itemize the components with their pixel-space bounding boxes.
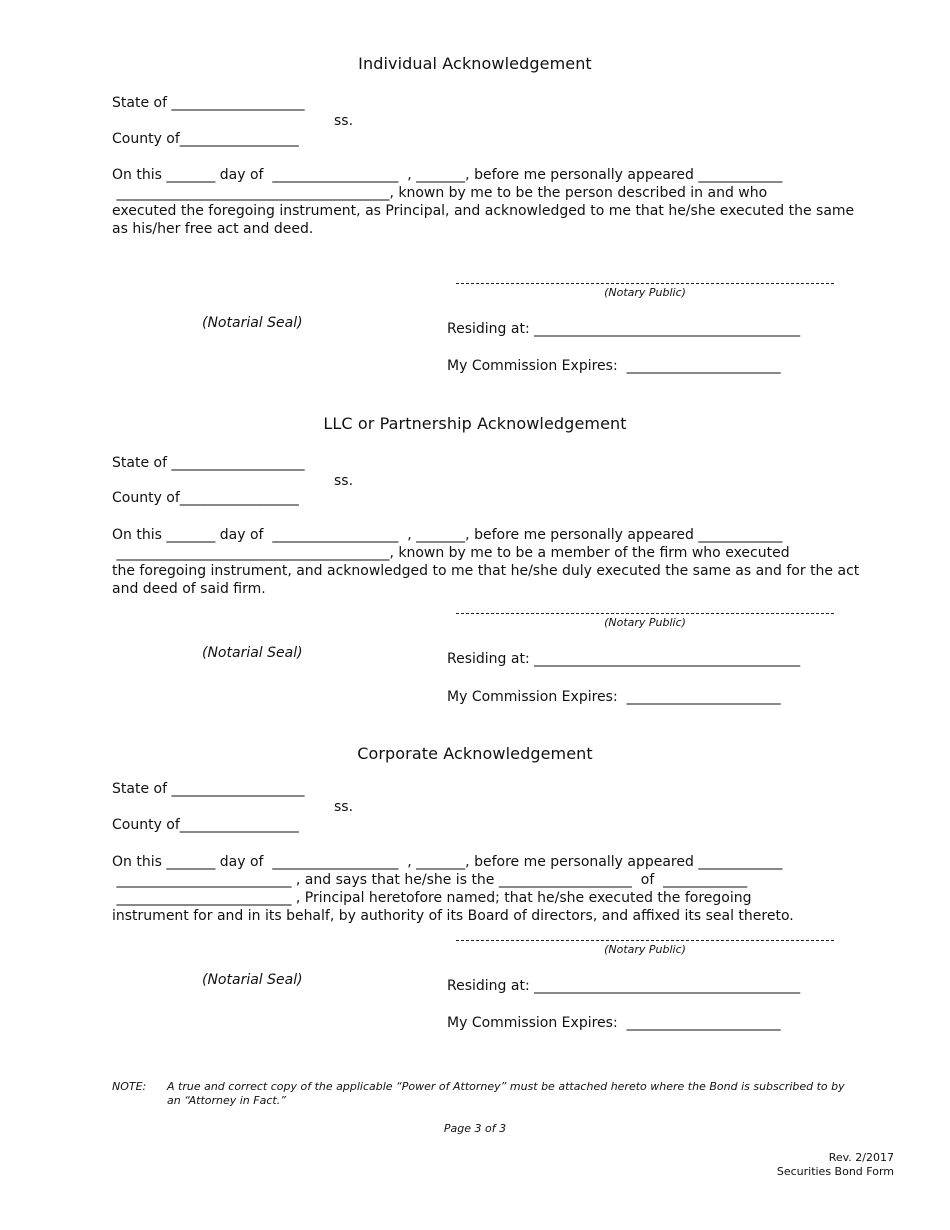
county-field[interactable]: County of_________________ xyxy=(112,817,299,833)
paragraph-line[interactable]: On this _______ day of __________________ , _______, before me personally appeared ____________ xyxy=(112,167,783,183)
page-number: Page 3 of 3 xyxy=(443,1122,507,1135)
residing-at-field[interactable]: Residing at: ______________________________________ xyxy=(447,978,801,994)
commission-expires-field[interactable]: My Commission Expires: ______________________ xyxy=(447,689,781,705)
paragraph-line[interactable]: _________________________ , Principal heretofore named; that he/she executed the foregoing xyxy=(112,890,752,906)
paragraph-line[interactable]: _________________________ , and says that he/she is the ___________________ of ____________ xyxy=(112,872,748,888)
county-field[interactable]: County of_________________ xyxy=(112,490,299,506)
paragraph-line: as his/her free act and deed. xyxy=(112,221,314,237)
acknowledgement-paragraph xyxy=(112,526,860,598)
paragraph-line: instrument for and in its behalf, by authority of its Board of directors, and affixed its seal thereto. xyxy=(112,908,794,924)
state-field[interactable]: State of ___________________ xyxy=(112,95,305,111)
paragraph-line[interactable]: On this _______ day of __________________ , _______, before me personally appeared ____________ xyxy=(112,527,783,543)
note-text-line-1: A true and correct copy of the applicable “Power of Attorney” must be attached hereto where the Bond is subscribed to by xyxy=(167,1080,845,1093)
paragraph-line[interactable]: On this _______ day of __________________ , _______, before me personally appeared ____________ xyxy=(112,854,783,870)
state-field[interactable]: State of ___________________ xyxy=(112,455,305,471)
notary-public-label: (Notary Public) xyxy=(604,286,686,299)
paragraph-line[interactable]: _______________________________________, known by me to be a member of the firm who executed xyxy=(112,545,790,561)
acknowledgement-paragraph xyxy=(112,166,855,238)
notary-public-label: (Notary Public) xyxy=(604,943,686,956)
paragraph-line: the foregoing instrument, and acknowledged to me that he/she duly executed the same as and for the act xyxy=(112,563,860,579)
section-title-individual: Individual Acknowledgement xyxy=(358,54,592,73)
notarial-seal-label: (Notarial Seal) xyxy=(202,972,303,988)
paragraph-line[interactable]: _______________________________________, known by me to be the person described in and who xyxy=(112,185,768,201)
notarial-seal-label: (Notarial Seal) xyxy=(202,315,303,331)
notary-public-label: (Notary Public) xyxy=(604,616,686,629)
ss-label: ss. xyxy=(334,799,354,815)
note-label: NOTE: xyxy=(112,1080,147,1093)
notarial-seal-label: (Notarial Seal) xyxy=(202,645,303,661)
state-field[interactable]: State of ___________________ xyxy=(112,781,305,797)
paragraph-line: executed the foregoing instrument, as Principal, and acknowledged to me that he/she executed the same xyxy=(112,203,855,219)
commission-expires-field[interactable]: My Commission Expires: ______________________ xyxy=(447,358,781,374)
note-text-line-2: an “Attorney in Fact.” xyxy=(167,1094,286,1107)
section-title-corporate: Corporate Acknowledgement xyxy=(357,744,593,763)
notary-signature-line[interactable] xyxy=(456,940,834,941)
residing-at-field[interactable]: Residing at: ______________________________________ xyxy=(447,651,801,667)
revision-label: Rev. 2/2017 xyxy=(828,1151,894,1164)
ss-label: ss. xyxy=(334,113,354,129)
section-title-llc: LLC or Partnership Acknowledgement xyxy=(323,414,627,433)
residing-at-field[interactable]: Residing at: ______________________________________ xyxy=(447,321,801,337)
notary-signature-line[interactable] xyxy=(456,613,834,614)
form-name-label: Securities Bond Form xyxy=(776,1165,894,1178)
ss-label: ss. xyxy=(334,473,354,489)
county-field[interactable]: County of_________________ xyxy=(112,131,299,147)
commission-expires-field[interactable]: My Commission Expires: ______________________ xyxy=(447,1015,781,1031)
acknowledgement-paragraph xyxy=(112,853,839,925)
notary-signature-line[interactable] xyxy=(456,283,834,284)
paragraph-line: and deed of said firm. xyxy=(112,581,266,597)
